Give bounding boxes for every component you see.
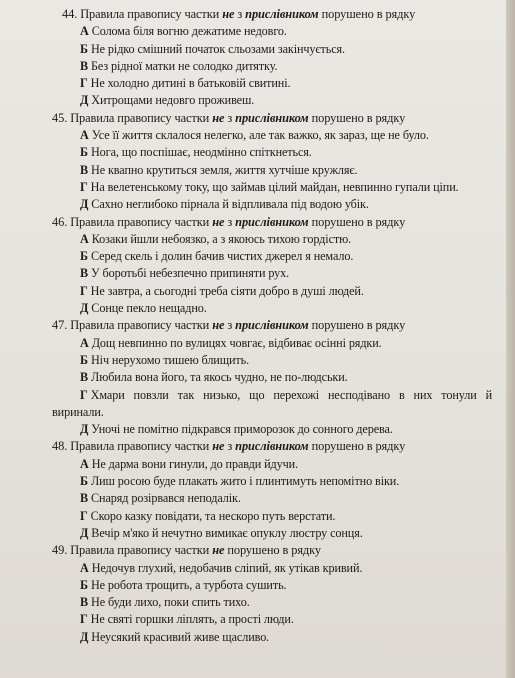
answer-option: В Любила вона його, та якось чудно, не по-людськи. — [80, 370, 348, 385]
answer-option: Г Скоро казку повідати, та нескоро путь верстати. — [80, 508, 336, 523]
question-title: 49. Правила правопису частки не порушено в рядку — [52, 543, 321, 558]
answer-option: А Недочув глухий, недобачив сліпий, як утікав кривий. — [80, 560, 363, 575]
page-edge-shadow — [506, 0, 515, 678]
answer-option: В Не буди лихо, поки спить тихо. — [80, 595, 250, 610]
question-title: 45. Правила правопису частки не з прислівником порушено в рядку — [52, 110, 406, 125]
answer-option: Г Не завтра, а сьогодні треба сіяти добро в душі людей. — [80, 283, 364, 298]
answer-option: В У боротьбі небезпечно припиняти рух. — [80, 266, 290, 281]
question-49 — [52, 542, 504, 646]
question-47 — [52, 317, 504, 438]
answer-option: Д Вечір м'яко й нечутно вимикає опуклу люстру сонця. — [80, 525, 363, 540]
answer-option: А Дощ невпинно по вулицях човгає, відбиває осінні рядки. — [80, 335, 382, 350]
question-title: 44. Правила правопису частки не з прислівником порушено в рядку — [62, 7, 416, 21]
question-46 — [52, 214, 504, 318]
answer-option: А Козаки йшли небоязко, а з якоюсь тихою гордістю. — [80, 231, 352, 246]
answer-option: Д Уночі не помітно підкрався приморозок до сонного дерева. — [80, 422, 393, 437]
question-title: 47. Правила правопису частки не з прислівником порушено в рядку — [52, 318, 406, 333]
answer-option: А Не дарма вони гинули, до правди йдучи. — [80, 456, 299, 471]
answer-option: Г Не святі горшки ліплять, а прості люди. — [80, 612, 294, 627]
answer-option: Г Не холодно дитині в батьковій свитині. — [80, 76, 291, 91]
answer-option: Г Хмари повзли так низько, що перехожі несподівано в них тонули й виринали. — [52, 387, 492, 419]
answer-option: Б Серед скель і долин бачив чистих джерел я немало. — [80, 249, 354, 264]
answer-option: Б Ніч нерухомо тишею блищить. — [80, 352, 250, 367]
answer-option: В Без рідної матки не солодко дитятку. — [80, 58, 278, 73]
question-48 — [52, 438, 504, 542]
answer-option: Д Сонце пекло нещадно. — [80, 301, 207, 316]
answer-option: Д Хитрощами недовго проживеш. — [80, 93, 255, 108]
answer-option: Б Лиш росою буде плакать жито і плинтимуть непомітно віки. — [80, 474, 400, 489]
question-title: 46. Правила правопису частки не з прислівником порушено в рядку — [52, 214, 406, 229]
answer-option: А Солома біля вогню дежатиме недовго. — [80, 24, 287, 39]
answer-option: А Усе її життя склалося нелегко, але так важко, як зараз, ще не було. — [80, 128, 429, 143]
answer-option: Б Не рідко смішний початок сльозами закінчується. — [80, 41, 346, 56]
question-44 — [52, 6, 504, 110]
question-title: 48. Правила правопису частки не з прислівником порушено в рядку — [52, 439, 406, 454]
questions-list — [52, 6, 504, 646]
answer-option: Б Нога, що поспішає, неодмінно спіткнеться. — [80, 145, 312, 160]
answer-option: В Не квапно крутиться земля, життя хутчіше кружляє. — [80, 162, 358, 177]
answer-option: Г На велетенському току, що займав цілий майдан, невпинно гупали ціпи. — [80, 179, 459, 194]
answer-option: Д Сахно неглибоко пірнала й відпливала під водою убік. — [80, 197, 369, 212]
answer-option: Д Неусякий красивий живе щасливо. — [80, 629, 270, 644]
answer-option: Б Не робота трощить, а турбота сушить. — [80, 577, 287, 592]
answer-option: В Снаряд розірвався неподалік. — [80, 491, 241, 506]
question-45 — [52, 110, 504, 214]
